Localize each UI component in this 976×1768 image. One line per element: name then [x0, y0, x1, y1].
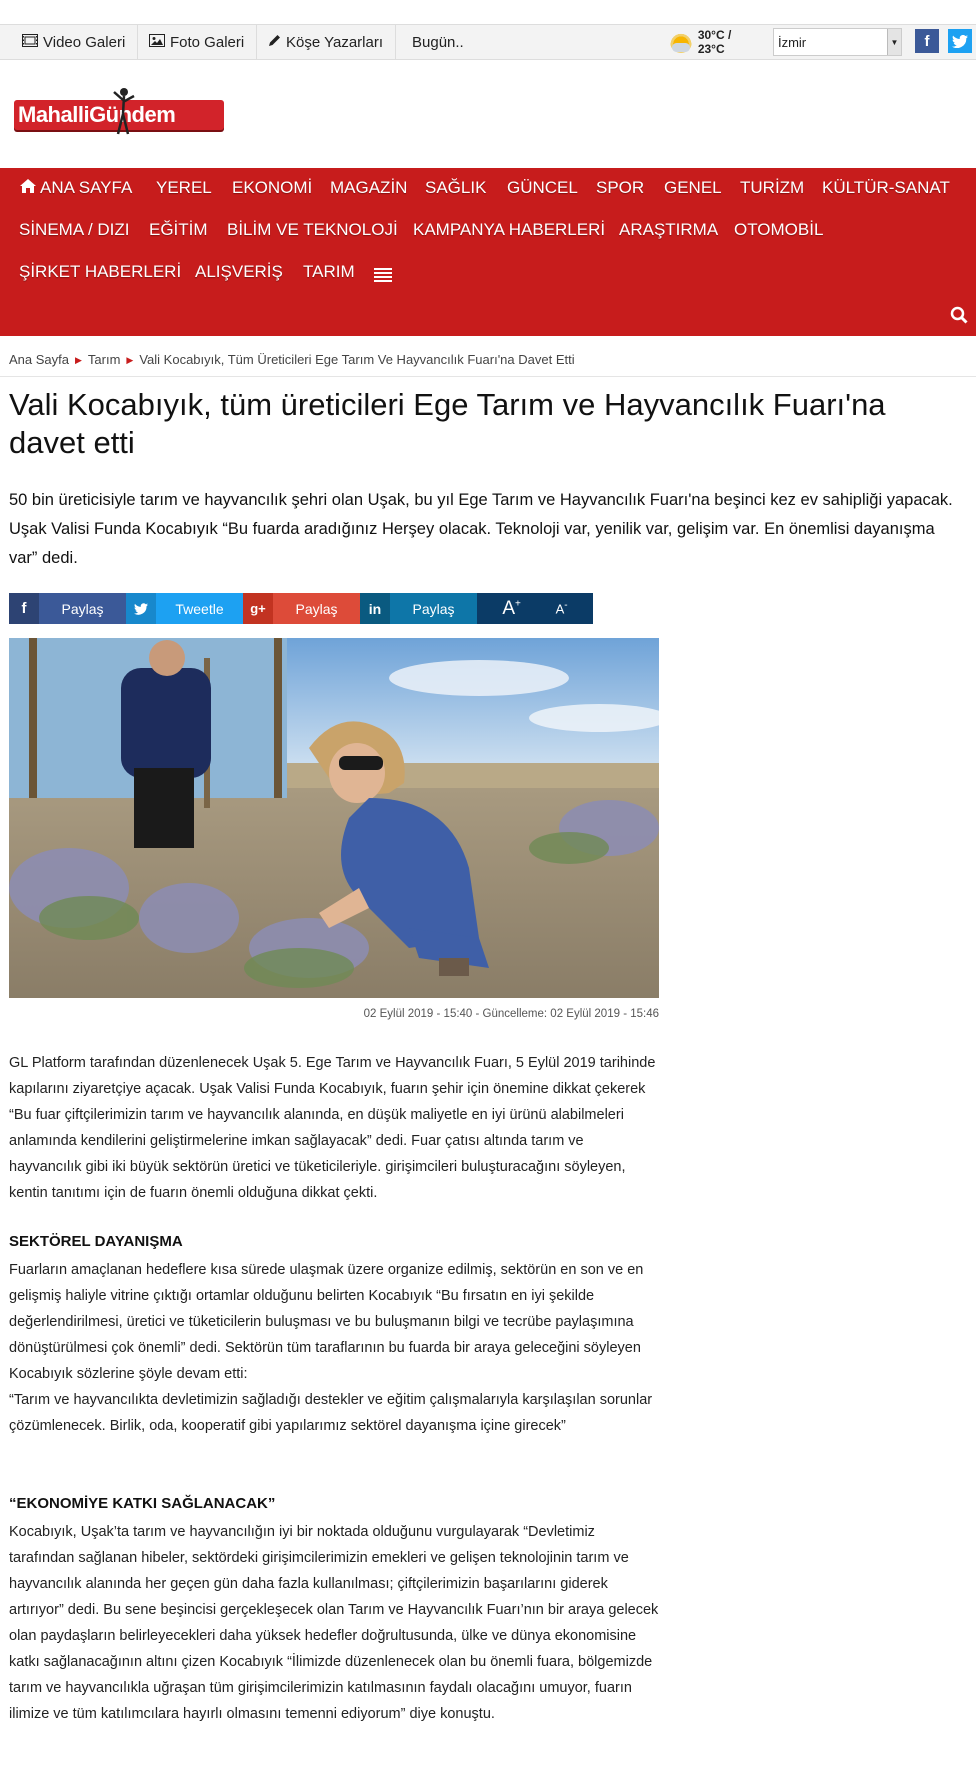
search-icon[interactable] [950, 306, 968, 324]
article-title: Vali Kocabıyık, tüm üreticileri Ege Tarım ve Hayvancılık Fuarı'na davet etti [9, 387, 886, 460]
article-photo [9, 638, 659, 998]
breadcrumb-arrow-icon: ▶ [75, 355, 82, 365]
publish-date: 02 Eylül 2019 - 15:40 - Güncelleme: 02 Eylül 2019 - 15:46 [363, 1008, 659, 1020]
nav-sirket[interactable]: ŞİRKET HABERLERİ [19, 262, 182, 281]
article-quote: “Tarım ve hayvancılıkta devletimizin sağladığı destekler ve eğitim çalışmalarıyla karşılaşılan sorunlar çözümlenecek. Birlik, oda, kooperatif gibi yapılarımız sektörel dayanışma içine girecek” [9, 1392, 653, 1434]
city-value: İzmir [777, 34, 807, 50]
googleplus-share-button[interactable] [243, 593, 360, 624]
breadcrumb-arrow-icon: ▶ [126, 355, 134, 365]
facebook-share-label: Paylaş [61, 600, 104, 617]
video-gallery-label: Video Galeri [43, 33, 126, 51]
top-bar [0, 24, 976, 60]
section-heading: “EKONOMİYE KATKI SAĞLANACAK” [9, 1495, 276, 1512]
nav-egitim[interactable]: EĞİTİM [149, 220, 208, 239]
partly-cloudy-icon [670, 31, 692, 53]
today-label: Bugün.. [412, 33, 464, 51]
nav-arastirma[interactable]: ARAŞTIRMA [619, 220, 719, 239]
twitter-icon [126, 593, 156, 624]
article-paragraph: Fuarların amaçlanan hedeflere kısa sürede ulaşmak üzere organize edilmiş, sektörün en son ve en gelişmiş haliyle vitrine çıktığı ortamlar olduğunu belirten Kocabıyık “Bu fırsatın en iyi şekilde değerlendirilmesi, üretici ve tüketicilerin buluşması ve bu buluşmanın bilgi ve tecrübe paylaşımına dönüştürülmesi çok önemli” dedi. Sektörün tüm taraflarının bu fuarda bir araya geleceğini söyleyen Kocabıyık sözlerine şöyle devam etti: [9, 1262, 644, 1382]
nav-sinema[interactable]: SİNEMA / DIZI [19, 220, 130, 239]
nav-genel[interactable]: GENEL [664, 178, 722, 197]
font-increase-button[interactable]: A+ [502, 597, 521, 619]
nav-bilim[interactable]: BİLİM VE TEKNOLOJİ [227, 220, 398, 239]
temperature: 30°C / 23°C [697, 28, 732, 56]
site-logo[interactable] [14, 86, 224, 138]
divider [0, 376, 976, 377]
facebook-share-button[interactable] [9, 593, 126, 624]
nav-home-label: ANA SAYFA [40, 178, 133, 197]
nav-alisveris[interactable]: ALIŞVERİŞ [195, 262, 283, 281]
breadcrumb [9, 352, 575, 367]
nav-saglik[interactable]: SAĞLIK [425, 178, 487, 197]
font-decrease-button[interactable]: A- [555, 600, 568, 617]
columnists-link[interactable] [256, 25, 396, 59]
nav-turizm[interactable]: TURİZM [740, 178, 805, 197]
columnists-label: Köşe Yazarları [286, 33, 383, 51]
google-plus-icon: g+ [243, 593, 273, 624]
facebook-icon[interactable]: f [915, 29, 939, 53]
nav-tarim[interactable]: TARIM [303, 262, 355, 281]
googleplus-share-label: Paylaş [295, 600, 338, 617]
nav-magazin[interactable]: MAGAZİN [330, 178, 408, 197]
nav-ekonomi[interactable]: EKONOMİ [232, 178, 313, 197]
nav-kultur-sanat[interactable]: KÜLTÜR-SANAT [822, 178, 950, 197]
breadcrumb-home[interactable]: Ana Sayfa [9, 352, 69, 367]
article-paragraph: GL Platform tarafından düzenlenecek Uşak 5. Ege Tarım ve Hayvancılık Fuarı, 5 Eylül 2019 tarihinde kapılarını ziyaretçiye açacak. Uşak Valisi Funda Kocabıyık, fuarın şehir için önemine dikkat çekerek “Bu fuar çiftçilerimizin tarım ve hayvancılık alanında, en düşük maliyetle en iyi ürünü alabilmeleri anlamında kendilerini geliştirmelerine imkan sağlayacak” dedi. Fuar çatısı altında tarım ve hayvancılık gibi iki büyük sektörün üretici ve tüketicileriyle. girişimcileri buluşturacağını söyleyen, kentin tanıtımı için de fuarın önemli olduğuna dikkat çekti. [9, 1055, 656, 1201]
font-decrease-label: A [555, 601, 565, 617]
linkedin-icon: in [360, 593, 390, 624]
twitter-share-button[interactable] [126, 593, 243, 624]
photo-gallery-link[interactable] [137, 25, 257, 59]
today-link[interactable] [400, 25, 476, 59]
home-icon [20, 178, 36, 198]
breadcrumb-category[interactable]: Tarım [87, 352, 121, 367]
nav-home[interactable] [20, 178, 132, 198]
twitter-icon[interactable] [948, 29, 972, 53]
film-icon [22, 34, 38, 50]
section-heading: SEKTÖREL DAYANIŞMA [9, 1233, 183, 1250]
article-lead: 50 bin üreticisiyle tarım ve hayvancılık şehri olan Uşak, bu yıl Ege Tarım ve Hayvancılık Fuarı'na beşinci kez ev sahipliği yapacak. Uşak Valisi Funda Kocabıyık “Bu fuarda aradığınız Herşey olacak. Teknoloji var, yenilik var, gelişim var. En önemlisi dayanışma var” dedi. [9, 491, 953, 567]
font-size-controls [477, 593, 593, 624]
linkedin-share-button[interactable] [360, 593, 477, 624]
pencil-icon [268, 34, 281, 50]
font-increase-label: A [502, 597, 516, 619]
video-gallery-link[interactable] [10, 25, 138, 59]
photo-icon [149, 34, 165, 50]
nav-spor[interactable]: SPOR [596, 178, 645, 197]
logo-figure-icon [112, 86, 136, 138]
nav-more-menu-icon[interactable] [374, 267, 392, 287]
facebook-icon: f [9, 593, 39, 624]
city-select[interactable] [773, 28, 902, 56]
breadcrumb-current: Vali Kocabıyık, Tüm Üreticileri Ege Tarım Ve Hayvancılık Fuarı'na Davet Etti [139, 352, 575, 367]
nav-otomobil[interactable]: OTOMOBİL [734, 220, 824, 239]
nav-kampanya[interactable]: KAMPANYA HABERLERİ [413, 220, 606, 239]
nav-guncel[interactable]: GÜNCEL [507, 178, 578, 197]
logo-text: MahalliGündem [18, 102, 176, 127]
nav-yerel[interactable]: YEREL [156, 178, 212, 197]
article-paragraph: Kocabıyık, Uşak’ta tarım ve hayvancılığın iyi bir noktada olduğunu vurgulayarak “Devletimiz tarafından sağlanan hibeler, sektördeki girişimcilerimizin emekleri ve gelişen teknolojinin tarım ve hayvancılık alanında her geçen gün daha fazla kullanılması; çiftçilerimizin başarılarını giderek artırıyor” dedi. Bu sene beşincisi gerçekleşecek olan Tarım ve Hayvancılık Fuarı’nın bir araya gelecek olan paydaşların belirleyecekleri daha yüksek hedefler doğrultusunda, ülke ve dünya ekonomisine katkı sağlanacağının altını çizen Kocabıyık “İlimizde düzenlenecek olan bu önemli fuara, bölgemizde tarım ve hayvancılıkla uğraşan tüm girişimcilerimizin katılmasının faydalı olacağını umuyor, fuarın ilimize ve tüm katılımcılara hayırlı olmasını temenni ediyorum” diye konuştu. [9, 1524, 659, 1722]
weather-widget [670, 27, 902, 57]
linkedin-share-label: Paylaş [412, 600, 455, 617]
photo-gallery-label: Foto Galeri [170, 33, 245, 51]
dropdown-arrow-icon: ▼ [887, 29, 901, 55]
share-bar [9, 593, 593, 624]
twitter-share-label: Tweetle [175, 600, 224, 617]
